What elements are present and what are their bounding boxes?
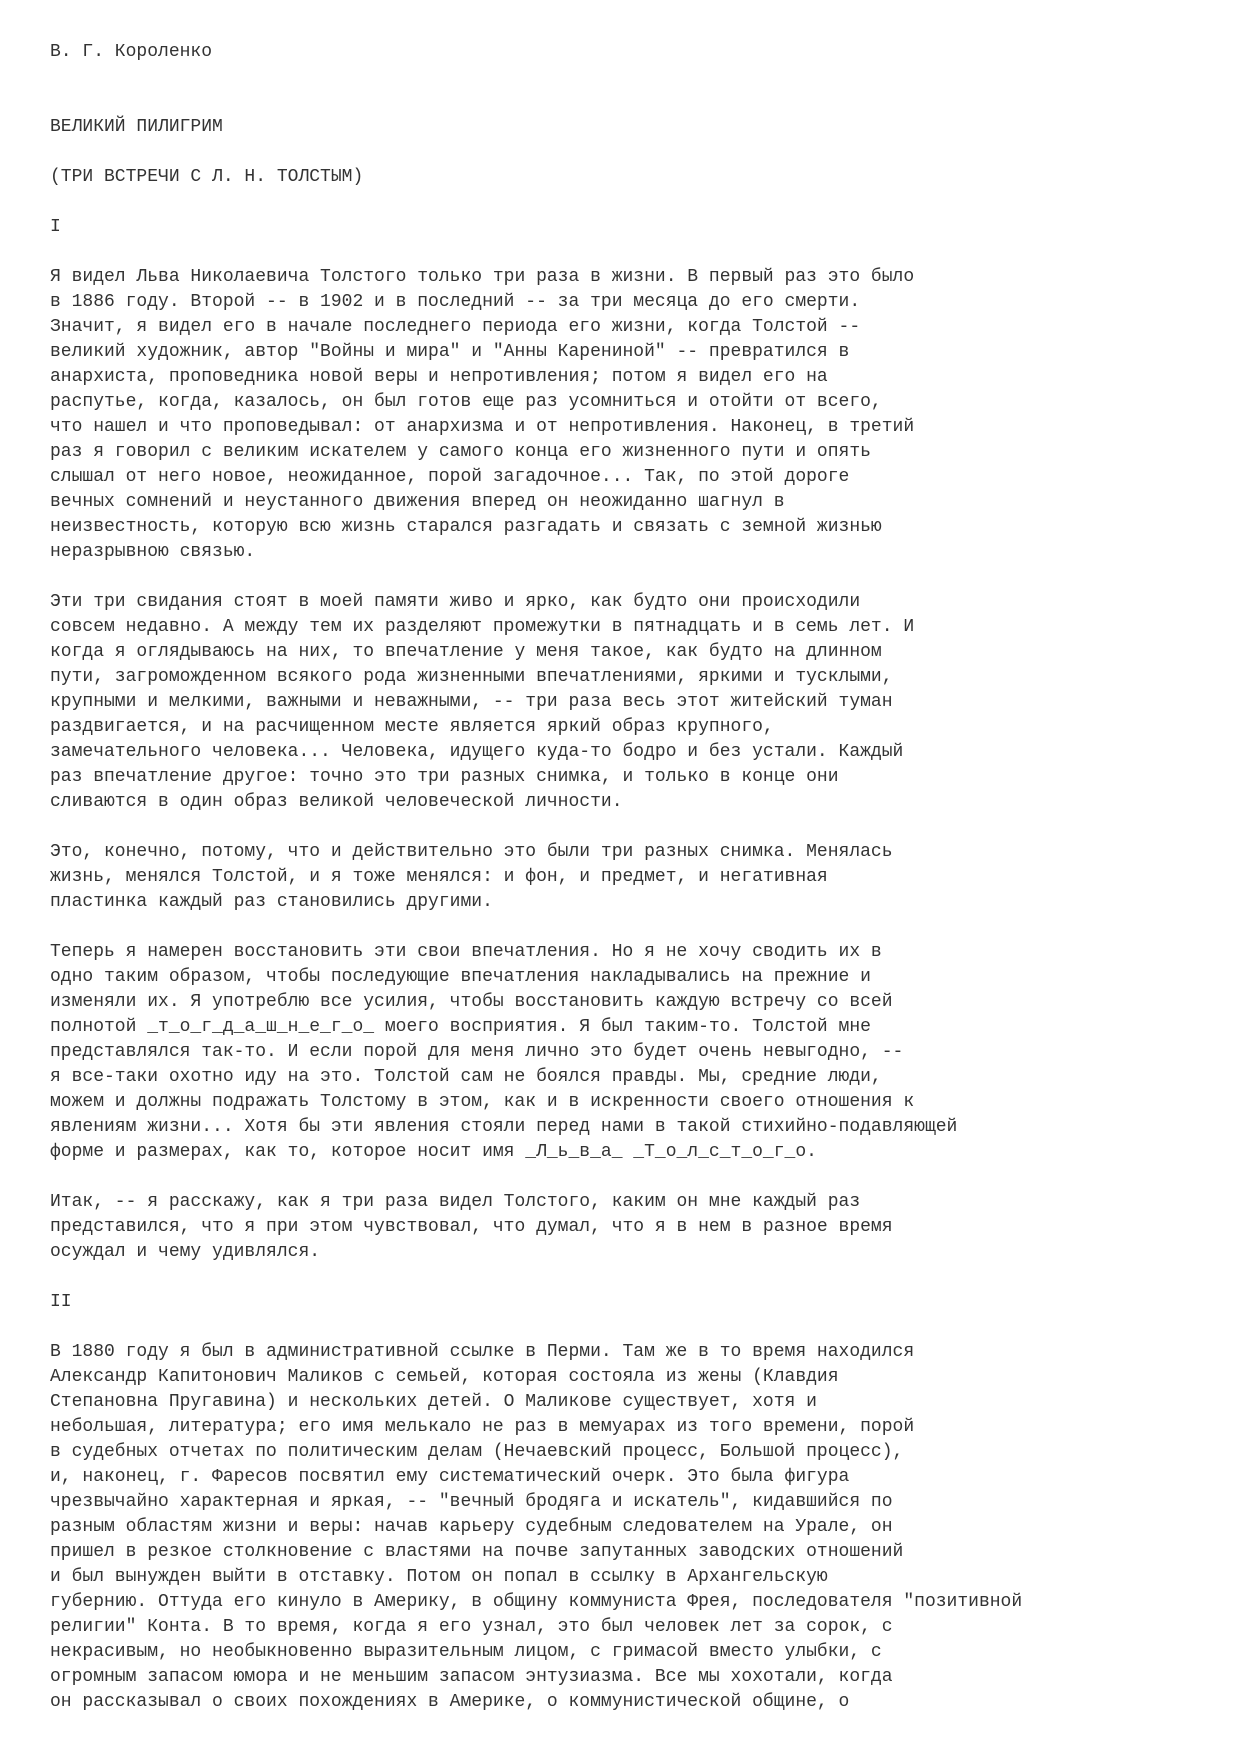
text-line: в судебных отчетах по политическим делам (Нечаевский процесс, Большой процесс), (50, 1442, 904, 1462)
text-line: Значит, я видел его в начале последнего периода его жизни, когда Толстой -- (50, 317, 861, 337)
paragraph-2 (50, 590, 1242, 815)
blank-line (50, 140, 1242, 165)
blank-line (50, 815, 1242, 840)
text-line: раз я говорил с великим искателем у самого конца его жизненного пути и опять (50, 442, 871, 462)
text-line: явлениям жизни... Хотя бы эти явления стояли перед нами в такой стихийно-подавляющей (50, 1117, 958, 1137)
text-line: анархиста, проповедника новой веры и непротивления; потом я видел его на (50, 367, 828, 387)
text-line: В 1880 году я был в административной ссылке в Перми. Там же в то время находился (50, 1342, 915, 1362)
blank-line (50, 240, 1242, 265)
blank-line (50, 1165, 1242, 1190)
text-line: сливаются в один образ великой человеческой личности. (50, 792, 623, 812)
section-heading-2: II (50, 1292, 72, 1312)
text-line: совсем недавно. А между тем их разделяют промежутки в пятнадцать и в семь лет. И (50, 617, 915, 637)
text-line: представлялся так-то. И если порой для меня лично это будет очень невыгодно, -- (50, 1042, 904, 1062)
text-line: вечных сомнений и неустанного движения вперед он неожиданно шагнул в (50, 492, 785, 512)
paragraph-5 (50, 1190, 1242, 1265)
text-line: Степановна Пругавина) и нескольких детей. О Маликове существует, хотя и (50, 1392, 817, 1412)
text-line: крупными и мелкими, важными и неважными, -- три раза весь этот житейский туман (50, 692, 893, 712)
text-line: пути, загроможденном всякого рода жизненными впечатлениями, яркими и тусклыми, (50, 667, 893, 687)
text-line: небольшая, литература; его имя мелькало не раз в мемуарах из того времени, порой (50, 1417, 915, 1437)
paragraph-1 (50, 265, 1242, 565)
text-line: Александр Капитонович Маликов с семьей, которая состояла из жены (Клавдия (50, 1367, 839, 1387)
text-line: пластинка каждый раз становились другими. (50, 892, 493, 912)
text-line: Эти три свидания стоят в моей памяти живо и ярко, как будто они происходили (50, 592, 861, 612)
text-line: форме и размерах, как то, которое носит имя _Л_ь_в_а_ _Т_о_л_с_т_о_г_о. (50, 1142, 817, 1162)
text-line: и был вынужден выйти в отставку. Потом он попал в ссылку в Архангельскую (50, 1567, 828, 1587)
blank-line (50, 65, 1242, 90)
text-line: неизвестность, которую всю жизнь старался разгадать и связать с земной жизнью (50, 517, 882, 537)
text-line: что нашел и что проповедывал: от анархизма и от непротивления. Наконец, в третий (50, 417, 915, 437)
text-line: в 1886 году. Второй -- в 1902 и в последний -- за три месяца до его смерти. (50, 292, 861, 312)
text-line: и, наконец, г. Фаресов посвятил ему систематический очерк. Это была фигура (50, 1467, 850, 1487)
section-heading-1: I (50, 217, 61, 237)
text-line: раздвигается, и на расчищенном месте является яркий образ крупного, (50, 717, 774, 737)
book-title: ВЕЛИКИЙ ПИЛИГРИМ (50, 117, 223, 137)
text-line: можем и должны подражать Толстому в этом, как и в искренности своего отношения к (50, 1092, 915, 1112)
text-line: распутье, когда, казалось, он был готов еще раз усомниться и отойти от всего, (50, 392, 882, 412)
text-line: неразрывною связью. (50, 542, 256, 562)
blank-line (50, 565, 1242, 590)
paragraph-3 (50, 840, 1242, 915)
paragraph-6 (50, 1340, 1242, 1715)
text-line: разным областям жизни и веры: начав карьеру судебным следователем на Урале, он (50, 1517, 893, 1537)
blank-line (50, 90, 1242, 115)
text-line: великий художник, автор "Войны и мира" и "Анны Карениной" -- превратился в (50, 342, 850, 362)
text-line: Это, конечно, потому, что и действительно это были три разных снимка. Менялась (50, 842, 893, 862)
blank-line (50, 1315, 1242, 1340)
text-line: он рассказывал о своих похождениях в Америке, о коммунистической общине, о (50, 1692, 850, 1712)
text-line: я все-таки охотно иду на это. Толстой сам не боялся правды. Мы, средние люди, (50, 1067, 882, 1087)
text-line: одно таким образом, чтобы последующие впечатления накладывались на прежние и (50, 967, 871, 987)
text-line: Я видел Льва Николаевича Толстого только три раза в жизни. В первый раз это было (50, 267, 915, 287)
text-line: чрезвычайно характерная и яркая, -- "вечный бродяга и искатель", кидавшийся по (50, 1492, 893, 1512)
text-line: слышал от него новое, неожиданное, порой загадочное... Так, по этой дороге (50, 467, 850, 487)
text-line: огромным запасом юмора и не меньшим запасом энтузиазма. Все мы хохотали, когда (50, 1667, 893, 1687)
blank-line (50, 915, 1242, 940)
text-line: губернию. Оттуда его кинуло в Америку, в общину коммуниста Фрея, последователя "позитивной (50, 1592, 1023, 1612)
text-line: замечательного человека... Человека, идущего куда-то бодро и без устали. Каждый (50, 742, 904, 762)
author-line: В. Г. Короленко (50, 42, 213, 62)
text-line: раз впечатление другое: точно это три разных снимка, и только в конце они (50, 767, 839, 787)
text-line: представился, что я при этом чувствовал, что думал, что я в нем в разное время (50, 1217, 893, 1237)
text-line: Итак, -- я расскажу, как я три раза видел Толстого, каким он мне каждый раз (50, 1192, 861, 1212)
text-line: когда я оглядываюсь на них, то впечатление у меня такое, как будто на длинном (50, 642, 882, 662)
text-line: Теперь я намерен восстановить эти свои впечатления. Но я не хочу сводить их в (50, 942, 882, 962)
text-line: осуждал и чему удивлялся. (50, 1242, 321, 1262)
text-line: религии" Конта. В то время, когда я его узнал, это был человек лет за сорок, с (50, 1617, 893, 1637)
text-line: некрасивым, но необыкновенно выразительным лицом, с гримасой вместо улыбки, с (50, 1642, 882, 1662)
blank-line (50, 1265, 1242, 1290)
text-line: полнотой _т_о_г_д_а_ш_н_е_г_о_ моего восприятия. Я был таким-то. Толстой мне (50, 1017, 871, 1037)
book-subtitle: (ТРИ ВСТРЕЧИ С Л. Н. ТОЛСТЫМ) (50, 167, 364, 187)
blank-line (50, 190, 1242, 215)
text-line: жизнь, менялся Толстой, и я тоже менялся: и фон, и предмет, и негативная (50, 867, 828, 887)
text-line: изменяли их. Я употреблю все усилия, чтобы восстановить каждую встречу со всей (50, 992, 893, 1012)
text-line: пришел в резкое столкновение с властями на почве запутанных заводских отношений (50, 1542, 904, 1562)
paragraph-4 (50, 940, 1242, 1165)
